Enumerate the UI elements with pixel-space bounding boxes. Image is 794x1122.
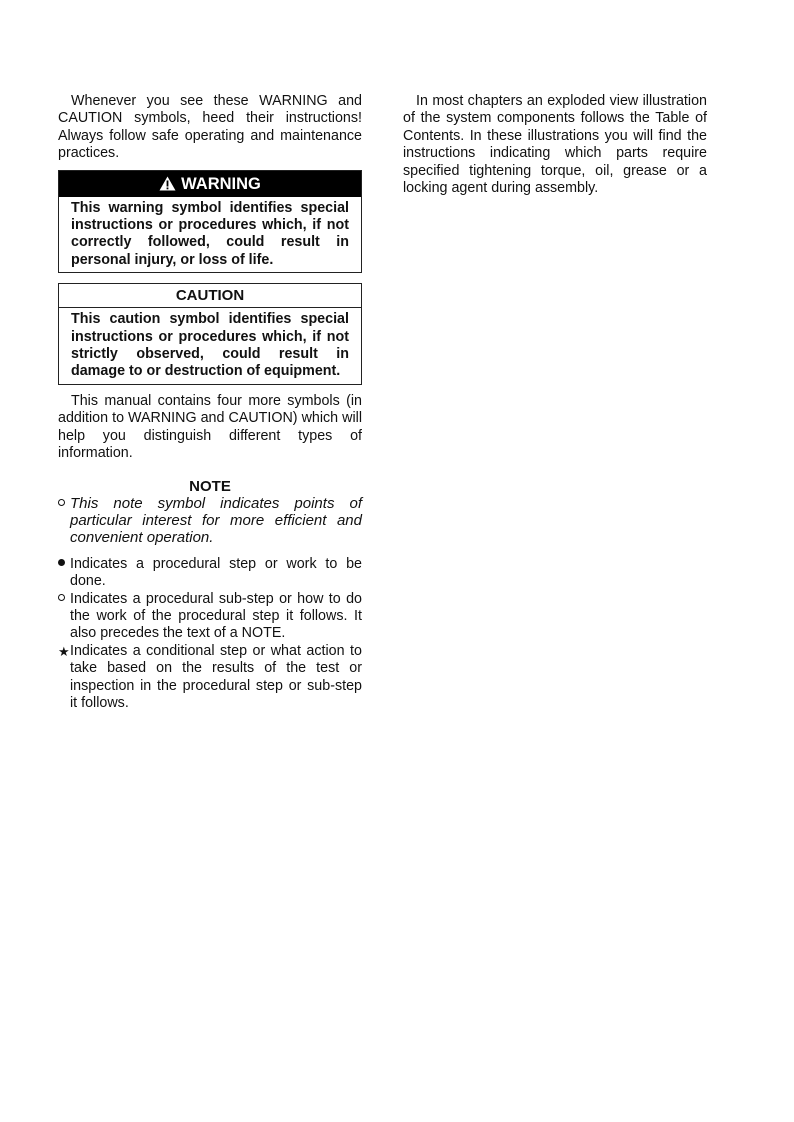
right-column	[403, 93, 707, 197]
warning-title: WARNING	[181, 174, 261, 193]
warning-body: This warning symbol identifies special instructions or procedures which, if not correctly followed, could result in personal injury, or loss of life.	[71, 199, 349, 268]
note-title: NOTE	[189, 477, 231, 495]
list-item-text: Indicates a procedural sub-step or how to do the work of the procedural step it follows. It also precedes the text of a NOTE.	[70, 590, 362, 642]
symbols-intro-paragraph: This manual contains four more symbols (in addition to WARNING and CAUTION) which will help you distinguish different types of information.	[58, 392, 362, 462]
caution-box	[58, 283, 362, 385]
exploded-view-paragraph: In most chapters an exploded view illustration of the system components follows the Table of Contents. In these illustrations you will find the instructions indicating which parts require specified tightening torque, oil, grease or a locking agent during assembly.	[403, 93, 707, 197]
filled-circle-icon	[58, 556, 70, 573]
star-icon: ★	[58, 643, 70, 659]
note-item	[58, 495, 362, 547]
intro-paragraph: Whenever you see these WARNING and CAUTION symbols, heed their instructions! Always follow safe operating and maintenance practices.	[58, 93, 362, 162]
symbol-list	[58, 556, 362, 713]
warning-triangle-icon	[159, 173, 176, 199]
list-item-text: Indicates a conditional step or what action to take based on the results of the test or inspection in the procedural step or sub-step it follows.	[70, 642, 362, 711]
left-column	[58, 93, 362, 712]
list-item	[58, 591, 362, 643]
hollow-circle-icon	[58, 495, 70, 512]
warning-header	[59, 171, 361, 197]
caution-body: This caution symbol identifies special instructions or procedures which, if not strictly observed, could result in damage to or destruction of equipment.	[71, 311, 349, 380]
list-item	[58, 556, 362, 591]
note-text: This note symbol indicates points of particular interest for more efficient and convenient operation.	[70, 494, 362, 547]
caution-title: CAUTION	[59, 284, 361, 308]
warning-box	[58, 170, 362, 274]
hollow-circle-icon	[58, 591, 70, 608]
list-item	[58, 643, 362, 713]
list-item-text: Indicates a procedural step or work to be done.	[70, 555, 362, 590]
